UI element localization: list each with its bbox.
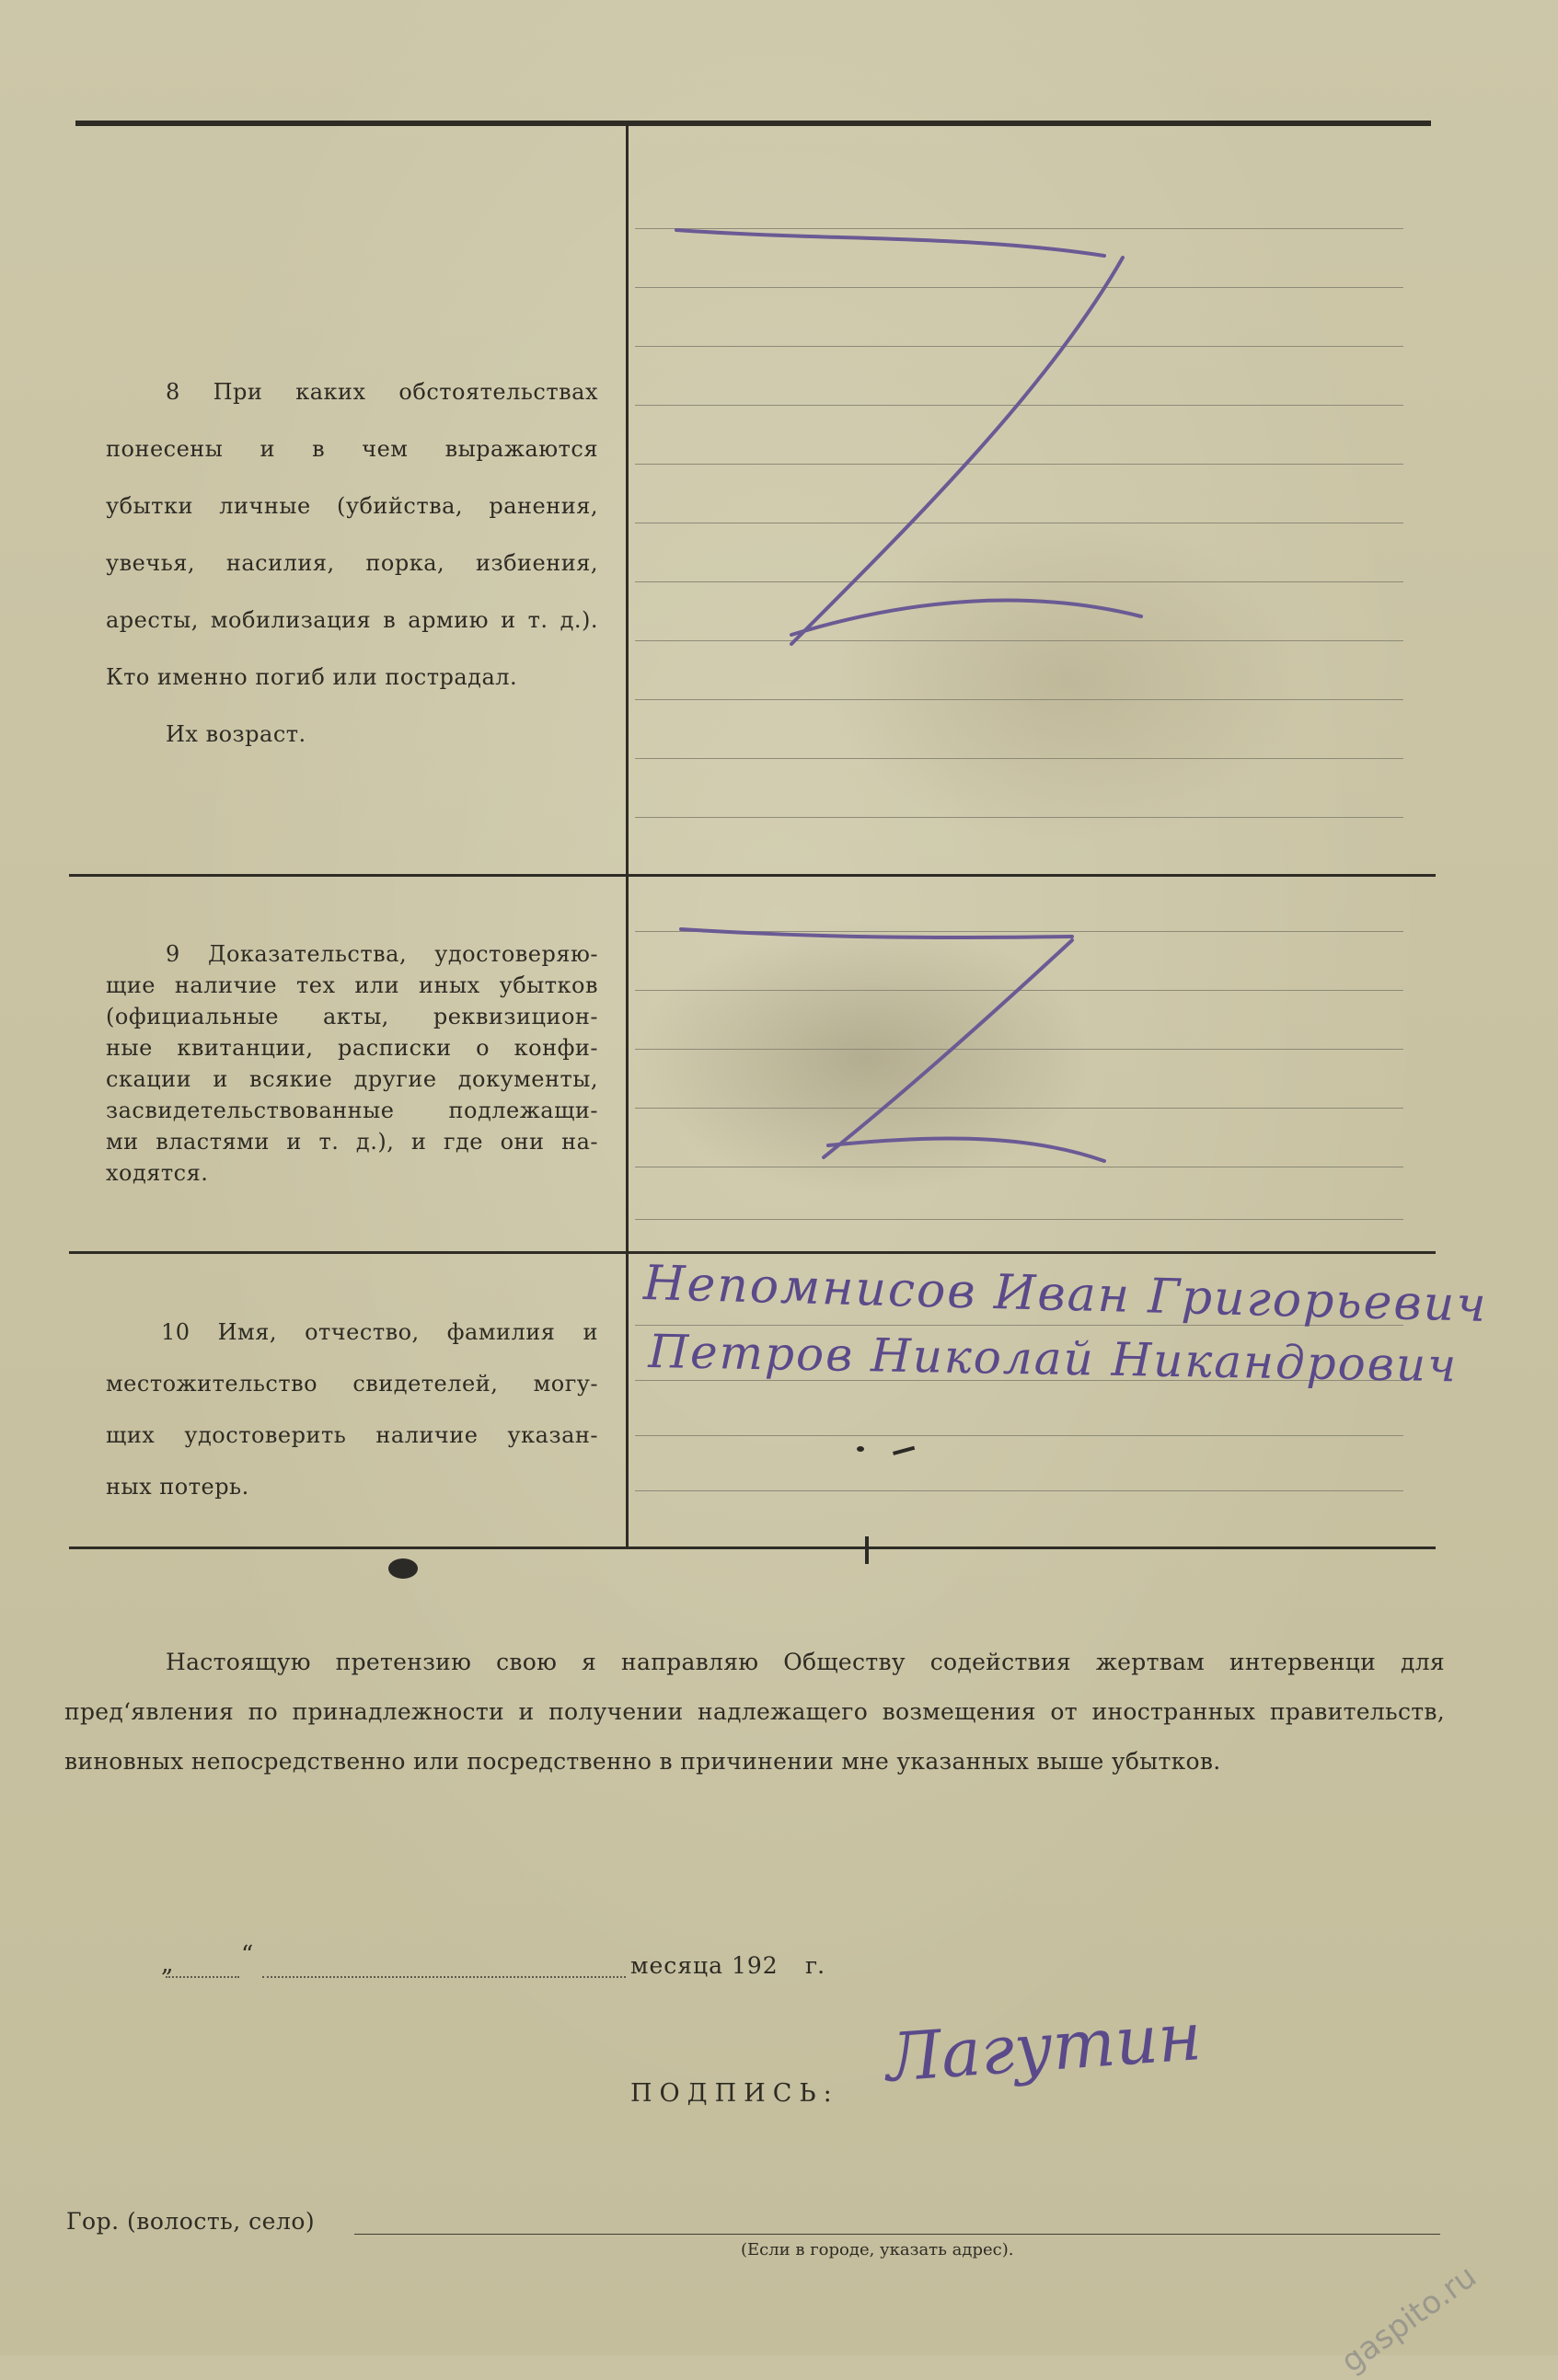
date-year-suffix: г. bbox=[805, 1952, 825, 1979]
date-open-quote: „ bbox=[161, 1950, 174, 1978]
ink-blot bbox=[893, 1446, 915, 1455]
question-8-line: увечья, насилия, порка, избиения, bbox=[106, 550, 598, 576]
question-10-line: 10 Имя, отчество, фамилия и bbox=[161, 1319, 598, 1345]
declaration-paragraph: Настоящую претензию свою я направляю Обществу содействия жертвам интервенци для пред‘явления по принадлежности и получении надлежащего возмещения от иностранных правительств, виновных непосредственно или посредственно в причинении мне указанных выше убытков. bbox=[64, 1649, 1445, 1775]
question-8-line: Их возраст. bbox=[166, 721, 306, 747]
date-close-quote: “ bbox=[241, 1941, 254, 1969]
handwritten-signature: Лагутин bbox=[883, 1997, 1205, 2097]
date-month-label: месяца 192 bbox=[630, 1952, 779, 1979]
question-9-line: ные квитанции, расписки о конфи- bbox=[106, 1035, 598, 1061]
question-8-line: аресты, мобилизация в армию и т. д.). bbox=[106, 607, 598, 633]
address-note: (Если в городе, указать адрес). bbox=[741, 2240, 1014, 2259]
question-10-line: ных потерь. bbox=[106, 1474, 249, 1500]
question-9-line: скации и всякие другие документы, bbox=[106, 1066, 598, 1092]
witness-name-1: Непомнисов Иван Григорьевич bbox=[642, 1256, 1489, 1334]
dash-mark-stroke bbox=[681, 929, 1072, 937]
ink-blot bbox=[857, 1446, 864, 1452]
dash-mark-stroke bbox=[791, 258, 1123, 644]
question-9-line: ми властями и т. д.), и где они на- bbox=[106, 1129, 598, 1155]
dash-mark-stroke bbox=[828, 1138, 1104, 1161]
dash-mark-stroke bbox=[676, 230, 1104, 256]
question-10-line: местожительство свидетелей, могу- bbox=[106, 1371, 598, 1397]
ink-blot bbox=[865, 1536, 869, 1564]
question-9-line: засвидетельствованные подлежащи- bbox=[106, 1098, 598, 1123]
question-9-line: (официальные акты, реквизицион- bbox=[106, 1004, 598, 1029]
question-10-line: щих удостоверить наличие указан- bbox=[106, 1422, 598, 1448]
watermark: gaspito.ru bbox=[1334, 2258, 1483, 2380]
question-8-line: 8 При каких обстоятельствах bbox=[166, 379, 598, 405]
address-label: Гор. (волость, село) bbox=[66, 2208, 316, 2235]
question-9-line: 9 Доказательства, удостоверяю- bbox=[166, 941, 598, 967]
question-8-line: Кто именно погиб или пострадал. bbox=[106, 664, 518, 690]
signature-label: ПОДПИСЬ: bbox=[630, 2079, 839, 2108]
ink-blot bbox=[388, 1558, 418, 1579]
dash-mark-stroke bbox=[824, 940, 1072, 1157]
question-9-line: щие наличие тех или иных убытков bbox=[106, 972, 598, 998]
question-8-line: убытки личные (убийства, ранения, bbox=[106, 493, 598, 519]
dash-mark-stroke bbox=[791, 601, 1141, 635]
question-9-line: ходятся. bbox=[106, 1160, 209, 1186]
question-8-line: понесены и в чем выражаются bbox=[106, 436, 598, 462]
witness-name-2: Петров Николай Никандрович bbox=[647, 1325, 1459, 1393]
